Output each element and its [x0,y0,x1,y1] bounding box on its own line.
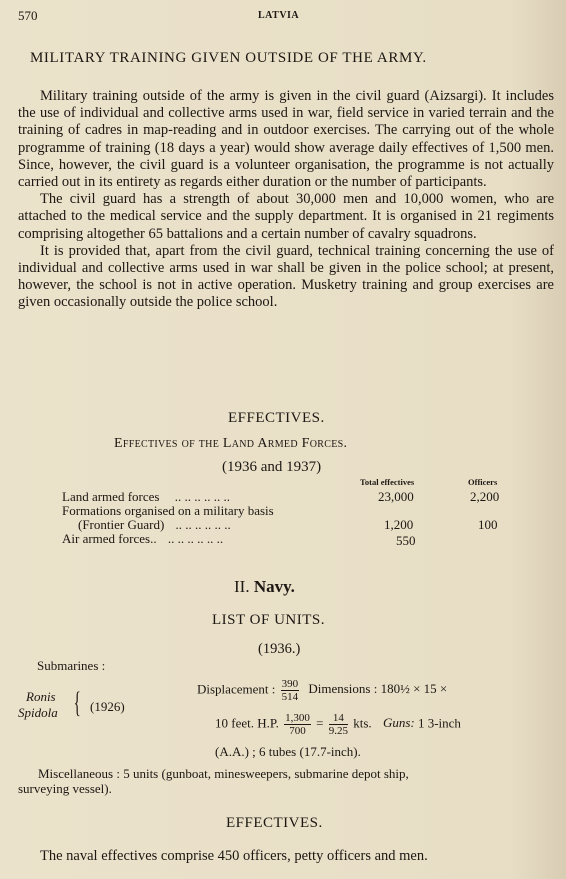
displacement-line [197,678,447,703]
page-number: 570 [18,8,38,23]
ship-name-ronis: Ronis [26,689,56,704]
section-title: MILITARY TRAINING GIVEN OUTSIDE OF THE ARMY. [30,50,427,66]
row-dots: .. .. .. .. .. .. [167,531,224,546]
navy-roman: II. [234,577,250,596]
equals-sign: = [316,715,324,731]
row-total: 1,200 [384,517,414,532]
displacement-fraction [281,678,300,703]
miscellaneous-line-1: Miscellaneous : 5 units (gunboat, minesweepers, submarine depot ship, [38,766,409,781]
hp-fraction [284,712,311,737]
navy-section-heading [234,577,295,597]
hp-line [215,712,461,737]
row-total: 23,000 [378,489,414,504]
speed-fraction [329,712,348,737]
effectives-years: (1936 and 1937) [222,459,322,475]
miscellaneous-line-2: surveying vessel). [18,781,112,796]
feet-hp: 10 feet. H.P. [215,715,279,731]
row-officers: 2,200 [470,489,500,504]
kts: kts. [353,715,372,731]
speed-denominator: 9.25 [328,725,349,737]
guns-label: Guns: [382,715,415,731]
ship-name-spidola: Spidola [18,705,58,720]
row-total: 550 [396,533,416,548]
naval-effectives-heading: EFFECTIVES. [226,815,323,831]
paragraph-3: It is provided that, apart from the civil guard, technical training concerning the use of individual and collective arms used in war shall be given in the police school; at present, however, the school is not in active operation. Musketry training and group exercises are given occasionally outside the police school. [18,242,554,311]
brace-icon: { [73,686,81,719]
column-total-header: Total effectives [360,477,415,487]
table-row [78,518,231,532]
paragraph-2: The civil guard has a strength of about 30,000 men and 10,000 women, who are attached to the medical service and the supply department. It is organised in 21 regiments comprising altogether 65 battalions and a certain number of cavalry squadrons. [18,191,554,242]
list-of-units-heading: LIST OF UNITS. [212,612,325,628]
row-label: Air armed forces.. [62,531,157,546]
list-year: (1936.) [258,641,301,657]
ship-year: (1926) [90,699,125,714]
row-dots: .. .. .. .. .. .. [175,517,231,532]
effectives-heading: EFFECTIVES. [228,410,325,426]
row-dots: .. .. .. .. .. .. [174,489,230,504]
table-row [62,490,230,504]
displacement-numerator: 390 [281,678,299,690]
row-officers: 100 [478,517,498,532]
row-label: (Frontier Guard) [78,517,165,532]
body-text [18,88,554,312]
running-title: LATVIA [258,10,300,21]
hp-denominator: 700 [289,725,306,737]
paragraph-1: Military training outside of the army is given in the civil guard (Aizsargi). It includes the use of individual and collective arms used in war, field service in varied terrain and the training of cadres in map-reading and in outdoor exercises. The carrying out of the whole programme of training (18 days a year) would show average daily effectives of 1,500 men. Since, however, the civil guard is a volunteer organisation, the programme is not actually carried out in its entirety as regards either duration or the number of participants. [18,88,554,191]
naval-effectives-text: The naval effectives comprise 450 officers, petty officers and men. [40,848,428,864]
navy-title: Navy. [253,577,295,596]
tubes-line: (A.A.) ; 6 tubes (17.7-inch). [215,744,361,759]
hp-numerator: 1,300 [285,712,310,724]
dimensions: Dimensions : 180½ × 15 × [308,681,448,697]
table-row [62,532,223,546]
displacement-denominator: 514 [281,691,299,703]
speed-numerator: 14 [329,712,348,725]
effectives-subheading: Effectives of the Land Armed Forces. [114,436,348,451]
submarines-label: Submarines : [37,658,106,673]
row-label: Land armed forces [62,489,160,504]
row-label: Formations organised on a military basis [62,503,274,518]
table-row [62,504,274,518]
column-officers-header: Officers [468,477,498,487]
displacement-label: Displacement : [197,681,276,697]
guns-value: 1 3-inch [417,715,461,731]
